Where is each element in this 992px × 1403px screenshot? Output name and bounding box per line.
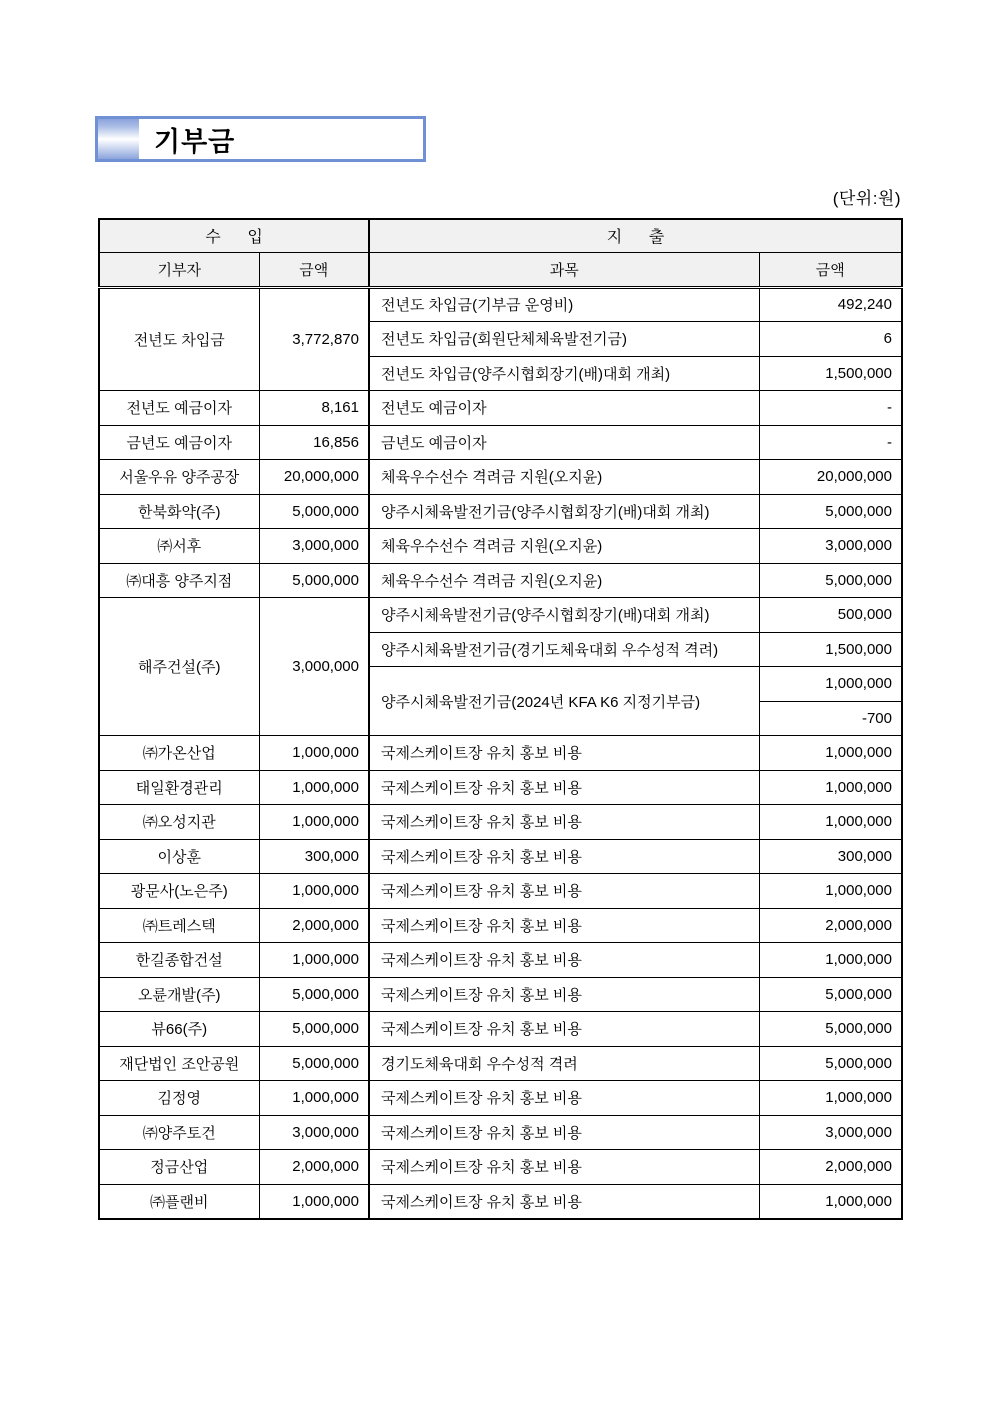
- category-cell: 체육우수선수 격려금 지원(오지윤): [369, 563, 759, 598]
- income-section-header: 수 입: [99, 219, 369, 252]
- income-amount-cell: 3,772,870: [259, 287, 369, 391]
- category-cell: 양주시체육발전기금(경기도체육대회 우수성적 격려): [369, 632, 759, 667]
- income-amount-cell: 5,000,000: [259, 1012, 369, 1047]
- table-row: [99, 391, 902, 426]
- expense-amount-cell: 3,000,000: [759, 1115, 902, 1150]
- category-cell: 체육우수선수 격려금 지원(오지윤): [369, 529, 759, 564]
- income-amount-cell: 3,000,000: [259, 1115, 369, 1150]
- table-row: [99, 770, 902, 805]
- income-amount-cell: 5,000,000: [259, 977, 369, 1012]
- category-column-header: 과목: [369, 252, 759, 287]
- table-row: [99, 1184, 902, 1219]
- income-amount-cell: 1,000,000: [259, 805, 369, 840]
- income-amount-cell: 1,000,000: [259, 1184, 369, 1219]
- expense-amount-cell: 1,000,000: [759, 736, 902, 771]
- table-row: [99, 1150, 902, 1185]
- expense-section-header: 지 출: [369, 219, 902, 252]
- expense-amount-cell: 1,000,000: [759, 874, 902, 909]
- table-row: [99, 908, 902, 943]
- category-cell: 국제스케이트장 유치 홍보 비용: [369, 839, 759, 874]
- table-row: [99, 494, 902, 529]
- expense-amount-cell: 20,000,000: [759, 460, 902, 495]
- table-row: [99, 1115, 902, 1150]
- category-cell: 국제스케이트장 유치 홍보 비용: [369, 770, 759, 805]
- category-cell: 양주시체육발전기금(양주시협회장기(배)대회 개최): [369, 598, 759, 633]
- table-row: [99, 977, 902, 1012]
- expense-amount-cell: 2,000,000: [759, 1150, 902, 1185]
- category-cell: 국제스케이트장 유치 홍보 비용: [369, 805, 759, 840]
- expense-amount-cell: 5,000,000: [759, 563, 902, 598]
- donor-cell: 전년도 예금이자: [99, 391, 259, 426]
- category-cell: 체육우수선수 격려금 지원(오지윤): [369, 460, 759, 495]
- donor-cell: ㈜대흥 양주지점: [99, 563, 259, 598]
- category-cell: 국제스케이트장 유치 홍보 비용: [369, 1081, 759, 1116]
- income-amount-cell: 1,000,000: [259, 770, 369, 805]
- expense-amount-cell: 500,000: [759, 598, 902, 633]
- income-amount-cell: 5,000,000: [259, 494, 369, 529]
- donor-cell: ㈜양주토건: [99, 1115, 259, 1150]
- category-cell: 경기도체육대회 우수성적 격려: [369, 1046, 759, 1081]
- expense-amount-cell: 5,000,000: [759, 494, 902, 529]
- table-row: [99, 287, 902, 322]
- expense-amount-cell: 6: [759, 322, 902, 357]
- expense-amount-cell: 5,000,000: [759, 1012, 902, 1047]
- table-row: [99, 736, 902, 771]
- expense-amount-column-header: 금액: [759, 252, 902, 287]
- expense-amount-cell: 1,000,000: [759, 667, 902, 702]
- category-cell: 국제스케이트장 유치 홍보 비용: [369, 908, 759, 943]
- income-amount-column-header: 금액: [259, 252, 369, 287]
- table-row: [99, 598, 902, 633]
- donor-cell: 이상훈: [99, 839, 259, 874]
- donor-cell: 김정영: [99, 1081, 259, 1116]
- category-cell: 국제스케이트장 유치 홍보 비용: [369, 736, 759, 771]
- donor-cell: 금년도 예금이자: [99, 425, 259, 460]
- category-cell: 국제스케이트장 유치 홍보 비용: [369, 1150, 759, 1185]
- donor-cell: 태일환경관리: [99, 770, 259, 805]
- expense-amount-cell: 492,240: [759, 287, 902, 322]
- donor-cell: ㈜오성지관: [99, 805, 259, 840]
- table-row: [99, 805, 902, 840]
- table-row: [99, 425, 902, 460]
- category-cell: 국제스케이트장 유치 홍보 비용: [369, 943, 759, 978]
- table-row: [99, 1081, 902, 1116]
- section-header-row: [99, 219, 902, 252]
- table-row: [99, 460, 902, 495]
- category-cell: 국제스케이트장 유치 홍보 비용: [369, 874, 759, 909]
- table-row: [99, 1012, 902, 1047]
- income-amount-cell: 1,000,000: [259, 1081, 369, 1116]
- column-header-row: [99, 252, 902, 287]
- category-cell: 전년도 차입금(양주시협회장기(배)대회 개최): [369, 356, 759, 391]
- expense-amount-cell: 1,000,000: [759, 1184, 902, 1219]
- expense-amount-cell: 1,500,000: [759, 632, 902, 667]
- unit-label: (단위:원): [832, 189, 901, 208]
- donor-cell: 뷰66(주): [99, 1012, 259, 1047]
- donor-cell: 서울우유 양주공장: [99, 460, 259, 495]
- expense-amount-cell: 1,000,000: [759, 943, 902, 978]
- donor-cell: ㈜서후: [99, 529, 259, 564]
- income-amount-cell: 3,000,000: [259, 529, 369, 564]
- income-amount-cell: 20,000,000: [259, 460, 369, 495]
- category-cell: 전년도 차입금(회원단체체육발전기금): [369, 322, 759, 357]
- donor-cell: 광문사(노은주): [99, 874, 259, 909]
- table-row: [99, 943, 902, 978]
- category-cell: 국제스케이트장 유치 홍보 비용: [369, 1115, 759, 1150]
- income-amount-cell: 8,161: [259, 391, 369, 426]
- title-gradient-icon: [98, 119, 139, 159]
- table-row: [99, 1046, 902, 1081]
- donor-cell: ㈜플랜비: [99, 1184, 259, 1219]
- donor-cell: 전년도 차입금: [99, 287, 259, 391]
- income-amount-cell: 5,000,000: [259, 1046, 369, 1081]
- expense-amount-cell: 3,000,000: [759, 529, 902, 564]
- income-amount-cell: 5,000,000: [259, 563, 369, 598]
- income-amount-cell: 1,000,000: [259, 874, 369, 909]
- expense-amount-cell: -: [759, 391, 902, 426]
- donor-cell: 한길종합건설: [99, 943, 259, 978]
- income-amount-cell: 3,000,000: [259, 598, 369, 736]
- income-amount-cell: 1,000,000: [259, 736, 369, 771]
- expense-amount-cell: 5,000,000: [759, 1046, 902, 1081]
- donor-cell: 한북화약(주): [99, 494, 259, 529]
- expense-amount-cell: 1,500,000: [759, 356, 902, 391]
- title-box: [95, 116, 426, 162]
- category-cell: 국제스케이트장 유치 홍보 비용: [369, 977, 759, 1012]
- donor-column-header: 기부자: [99, 252, 259, 287]
- income-amount-cell: 300,000: [259, 839, 369, 874]
- expense-amount-cell: 1,000,000: [759, 770, 902, 805]
- donor-cell: ㈜가온산업: [99, 736, 259, 771]
- income-amount-cell: 2,000,000: [259, 1150, 369, 1185]
- donation-table: [98, 218, 903, 1220]
- table-row: [99, 839, 902, 874]
- income-amount-cell: 1,000,000: [259, 943, 369, 978]
- expense-amount-cell: 1,000,000: [759, 805, 902, 840]
- table-row: [99, 563, 902, 598]
- expense-amount-cell: 2,000,000: [759, 908, 902, 943]
- donor-cell: 정금산업: [99, 1150, 259, 1185]
- category-cell: 양주시체육발전기금(양주시협회장기(배)대회 개최): [369, 494, 759, 529]
- table-row: [99, 529, 902, 564]
- donor-cell: 해주건설(주): [99, 598, 259, 736]
- expense-amount-cell: -: [759, 425, 902, 460]
- page-title: 기부금: [154, 126, 236, 157]
- expense-amount-cell: 5,000,000: [759, 977, 902, 1012]
- expense-amount-cell: -700: [759, 701, 902, 736]
- category-cell: 전년도 예금이자: [369, 391, 759, 426]
- income-amount-cell: 2,000,000: [259, 908, 369, 943]
- donor-cell: 재단법인 조안공원: [99, 1046, 259, 1081]
- category-cell: 전년도 차입금(기부금 운영비): [369, 287, 759, 322]
- category-cell: 양주시체육발전기금(2024년 KFA K6 지정기부금): [369, 667, 759, 736]
- category-cell: 금년도 예금이자: [369, 425, 759, 460]
- category-cell: 국제스케이트장 유치 홍보 비용: [369, 1184, 759, 1219]
- expense-amount-cell: 1,000,000: [759, 1081, 902, 1116]
- table-row: [99, 874, 902, 909]
- category-cell: 국제스케이트장 유치 홍보 비용: [369, 1012, 759, 1047]
- donor-cell: 오륜개발(주): [99, 977, 259, 1012]
- donor-cell: ㈜트레스텍: [99, 908, 259, 943]
- expense-amount-cell: 300,000: [759, 839, 902, 874]
- income-amount-cell: 16,856: [259, 425, 369, 460]
